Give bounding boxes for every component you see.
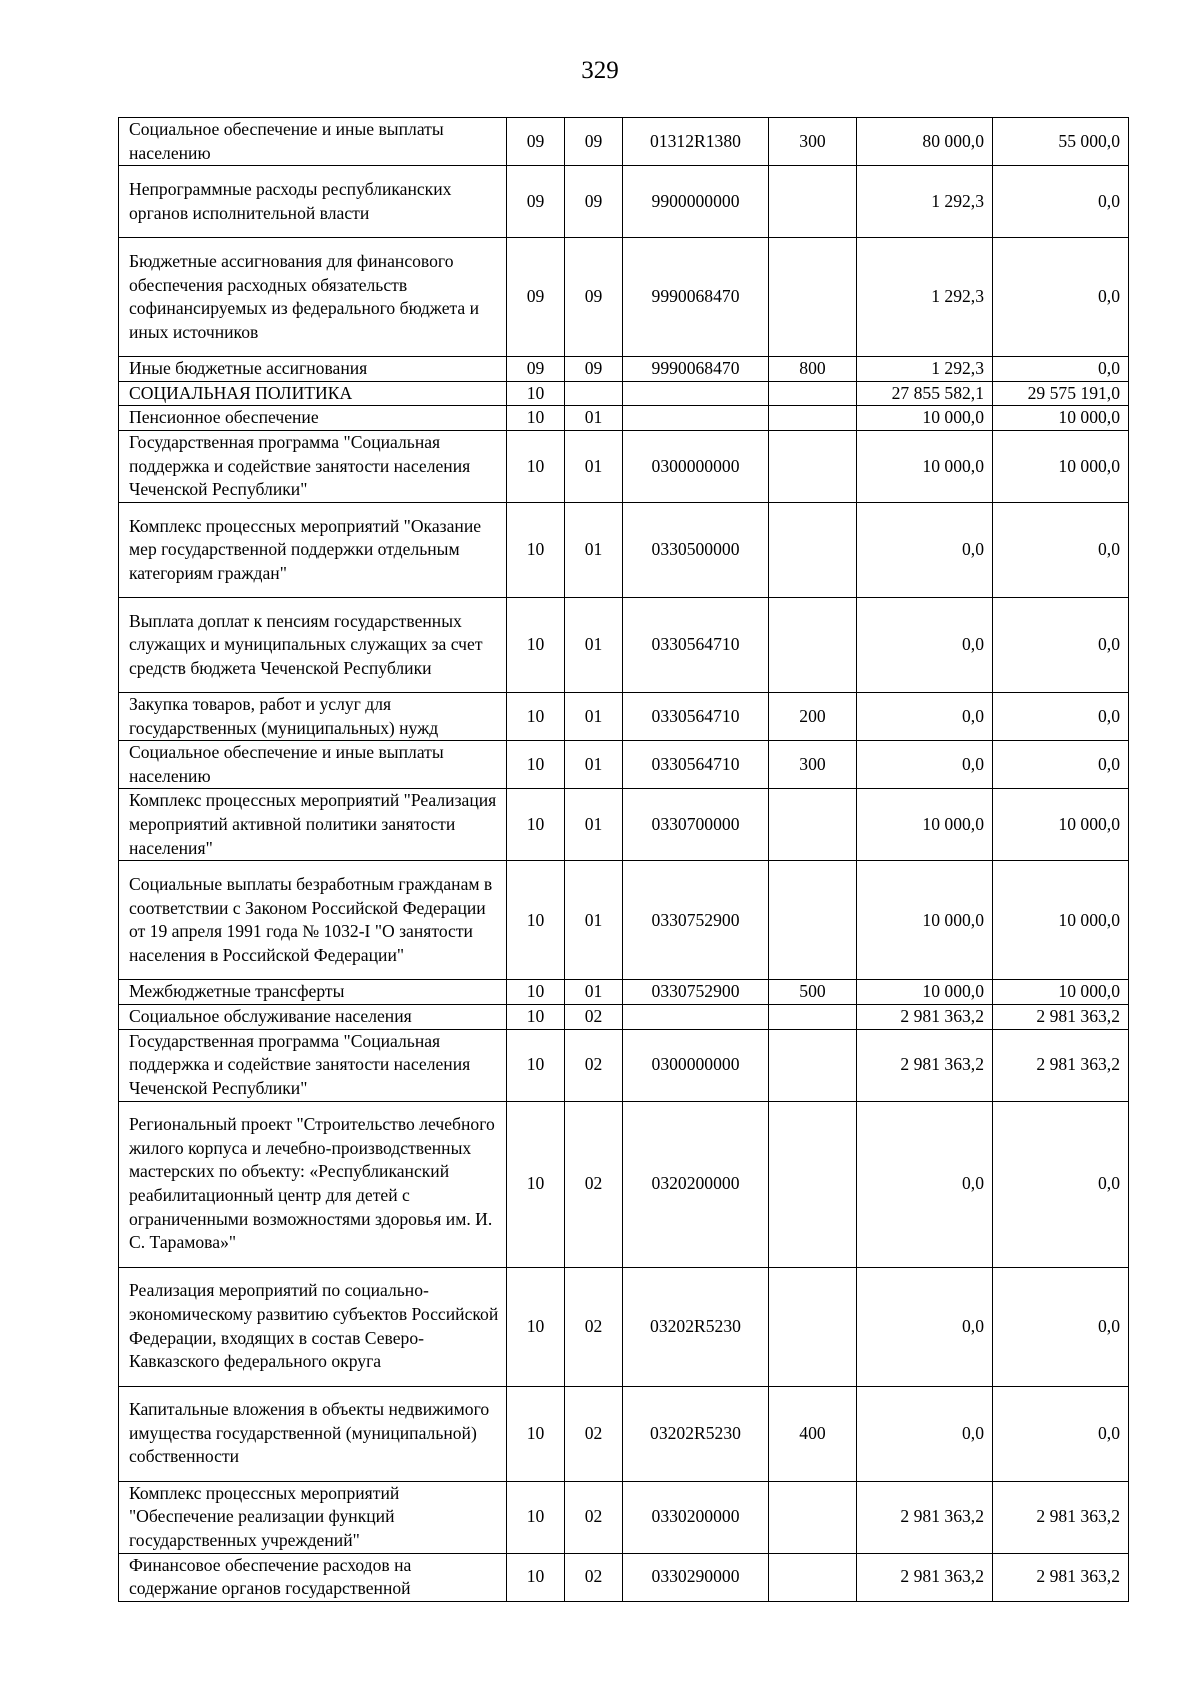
row-amount-year1-cell: 0,0 xyxy=(857,1386,993,1481)
row-section-cell: 10 xyxy=(507,597,565,692)
row-amount-year1-cell: 2 981 363,2 xyxy=(857,1553,993,1601)
row-amount-year2-cell: 0,0 xyxy=(993,741,1129,789)
row-amount-year2-cell: 2 981 363,2 xyxy=(993,1553,1129,1601)
budget-table xyxy=(118,117,1129,1602)
row-amount-year1-cell: 1 292,3 xyxy=(857,357,993,382)
row-section-cell: 09 xyxy=(507,118,565,166)
row-subsection-cell: 01 xyxy=(565,980,623,1005)
row-subsection-cell: 01 xyxy=(565,741,623,789)
row-subsection-cell: 01 xyxy=(565,861,623,980)
row-name-cell: Непрограммные расходы республиканских органов исполнительной власти xyxy=(119,166,507,238)
row-subsection-cell: 02 xyxy=(565,1386,623,1481)
row-amount-year2-cell: 55 000,0 xyxy=(993,118,1129,166)
row-section-cell: 09 xyxy=(507,238,565,357)
row-expense-type-cell xyxy=(769,502,857,597)
row-target-article-cell xyxy=(623,381,769,406)
row-amount-year2-cell: 0,0 xyxy=(993,1386,1129,1481)
row-amount-year2-cell: 10 000,0 xyxy=(993,861,1129,980)
table-row xyxy=(119,789,1129,861)
row-expense-type-cell xyxy=(769,1553,857,1601)
row-target-article-cell: 0330564710 xyxy=(623,741,769,789)
row-amount-year2-cell: 10 000,0 xyxy=(993,789,1129,861)
row-expense-type-cell xyxy=(769,430,857,502)
row-amount-year1-cell: 0,0 xyxy=(857,1267,993,1386)
row-target-article-cell: 0330564710 xyxy=(623,692,769,740)
row-expense-type-cell xyxy=(769,238,857,357)
row-subsection-cell: 02 xyxy=(565,1029,623,1101)
row-name-cell: Выплата доплат к пенсиям государственных служащих и муниципальных служащих за счет средств бюджета Чеченской Республики xyxy=(119,597,507,692)
row-expense-type-cell xyxy=(769,406,857,431)
row-target-article-cell xyxy=(623,1004,769,1029)
row-target-article-cell: 0330290000 xyxy=(623,1553,769,1601)
row-expense-type-cell xyxy=(769,381,857,406)
table-row xyxy=(119,1481,1129,1553)
row-expense-type-cell xyxy=(769,1481,857,1553)
row-expense-type-cell: 400 xyxy=(769,1386,857,1481)
row-subsection-cell: 01 xyxy=(565,789,623,861)
row-expense-type-cell xyxy=(769,1267,857,1386)
table-row xyxy=(119,1553,1129,1601)
row-amount-year1-cell: 0,0 xyxy=(857,741,993,789)
row-target-article-cell: 0300000000 xyxy=(623,430,769,502)
row-amount-year1-cell: 10 000,0 xyxy=(857,861,993,980)
table-row xyxy=(119,502,1129,597)
row-target-article-cell: 0330700000 xyxy=(623,789,769,861)
table-row xyxy=(119,357,1129,382)
table-row xyxy=(119,861,1129,980)
row-amount-year2-cell: 0,0 xyxy=(993,1267,1129,1386)
row-target-article-cell: 9990068470 xyxy=(623,357,769,382)
row-amount-year1-cell: 2 981 363,2 xyxy=(857,1481,993,1553)
row-name-cell: Региональный проект "Строительство лечебного жилого корпуса и лечебно-производственных мастерских по объекту: «Республиканский реабилитационный центр для детей с ограниченными возможностями здоровья им. И. С. Тарамова»" xyxy=(119,1101,507,1267)
row-amount-year2-cell: 0,0 xyxy=(993,166,1129,238)
row-amount-year1-cell: 80 000,0 xyxy=(857,118,993,166)
row-amount-year2-cell: 10 000,0 xyxy=(993,980,1129,1005)
row-section-cell: 10 xyxy=(507,1481,565,1553)
row-amount-year1-cell: 0,0 xyxy=(857,692,993,740)
row-section-cell: 09 xyxy=(507,357,565,382)
row-amount-year2-cell: 10 000,0 xyxy=(993,406,1129,431)
row-expense-type-cell: 500 xyxy=(769,980,857,1005)
row-expense-type-cell xyxy=(769,789,857,861)
row-subsection-cell: 01 xyxy=(565,406,623,431)
row-subsection-cell xyxy=(565,381,623,406)
row-subsection-cell: 01 xyxy=(565,502,623,597)
row-subsection-cell: 02 xyxy=(565,1267,623,1386)
row-target-article-cell: 03202R5230 xyxy=(623,1267,769,1386)
row-name-cell: Иные бюджетные ассигнования xyxy=(119,357,507,382)
row-name-cell: Комплекс процессных мероприятий "Реализация мероприятий активной политики занятости населения" xyxy=(119,789,507,861)
row-section-cell: 10 xyxy=(507,861,565,980)
table-row xyxy=(119,118,1129,166)
table-row xyxy=(119,1004,1129,1029)
row-amount-year2-cell: 10 000,0 xyxy=(993,430,1129,502)
row-amount-year2-cell: 29 575 191,0 xyxy=(993,381,1129,406)
row-name-cell: Межбюджетные трансферты xyxy=(119,980,507,1005)
row-expense-type-cell: 800 xyxy=(769,357,857,382)
table-row xyxy=(119,692,1129,740)
row-amount-year1-cell: 1 292,3 xyxy=(857,166,993,238)
row-amount-year1-cell: 0,0 xyxy=(857,502,993,597)
row-amount-year1-cell: 10 000,0 xyxy=(857,789,993,861)
table-row xyxy=(119,1101,1129,1267)
table-row xyxy=(119,166,1129,238)
row-target-article-cell: 0300000000 xyxy=(623,1029,769,1101)
row-subsection-cell: 02 xyxy=(565,1553,623,1601)
row-name-cell: Государственная программа "Социальная поддержка и содействие занятости населения Чеченской Республики" xyxy=(119,430,507,502)
row-expense-type-cell xyxy=(769,597,857,692)
row-target-article-cell: 0320200000 xyxy=(623,1101,769,1267)
row-name-cell: Социальное обеспечение и иные выплаты населению xyxy=(119,741,507,789)
table-row xyxy=(119,980,1129,1005)
row-target-article-cell: 9990068470 xyxy=(623,238,769,357)
row-amount-year1-cell: 0,0 xyxy=(857,597,993,692)
row-name-cell: Комплекс процессных мероприятий "Обеспечение реализации функций государственных учреждений" xyxy=(119,1481,507,1553)
row-subsection-cell: 09 xyxy=(565,357,623,382)
row-amount-year1-cell: 0,0 xyxy=(857,1101,993,1267)
table-row xyxy=(119,1029,1129,1101)
table-row xyxy=(119,238,1129,357)
row-amount-year1-cell: 2 981 363,2 xyxy=(857,1004,993,1029)
row-expense-type-cell xyxy=(769,1029,857,1101)
row-name-cell: Государственная программа "Социальная поддержка и содействие занятости населения Чеченской Республики" xyxy=(119,1029,507,1101)
row-amount-year1-cell: 10 000,0 xyxy=(857,980,993,1005)
table-row xyxy=(119,1267,1129,1386)
row-name-cell: Пенсионное обеспечение xyxy=(119,406,507,431)
row-amount-year2-cell: 0,0 xyxy=(993,692,1129,740)
row-target-article-cell: 0330500000 xyxy=(623,502,769,597)
row-section-cell: 10 xyxy=(507,980,565,1005)
row-amount-year2-cell: 0,0 xyxy=(993,502,1129,597)
row-amount-year2-cell: 2 981 363,2 xyxy=(993,1029,1129,1101)
row-target-article-cell: 0330752900 xyxy=(623,861,769,980)
row-name-cell: Комплекс процессных мероприятий "Оказание мер государственной поддержки отдельным категориям граждан" xyxy=(119,502,507,597)
row-target-article-cell: 0330752900 xyxy=(623,980,769,1005)
row-section-cell: 10 xyxy=(507,406,565,431)
row-expense-type-cell xyxy=(769,1101,857,1267)
page-number: 329 xyxy=(581,57,619,84)
row-target-article-cell: 0330200000 xyxy=(623,1481,769,1553)
row-amount-year1-cell: 10 000,0 xyxy=(857,406,993,431)
row-name-cell: СОЦИАЛЬНАЯ ПОЛИТИКА xyxy=(119,381,507,406)
row-section-cell: 10 xyxy=(507,692,565,740)
row-amount-year1-cell: 27 855 582,1 xyxy=(857,381,993,406)
row-expense-type-cell xyxy=(769,1004,857,1029)
table-row xyxy=(119,430,1129,502)
row-subsection-cell: 02 xyxy=(565,1481,623,1553)
row-amount-year2-cell: 0,0 xyxy=(993,1101,1129,1267)
row-subsection-cell: 09 xyxy=(565,166,623,238)
row-section-cell: 10 xyxy=(507,502,565,597)
row-section-cell: 10 xyxy=(507,430,565,502)
row-name-cell: Социальное обеспечение и иные выплаты населению xyxy=(119,118,507,166)
row-name-cell: Закупка товаров, работ и услуг для государственных (муниципальных) нужд xyxy=(119,692,507,740)
row-target-article-cell: 9900000000 xyxy=(623,166,769,238)
row-subsection-cell: 02 xyxy=(565,1004,623,1029)
row-target-article-cell: 03202R5230 xyxy=(623,1386,769,1481)
row-section-cell: 10 xyxy=(507,1267,565,1386)
row-section-cell: 10 xyxy=(507,1101,565,1267)
row-section-cell: 10 xyxy=(507,741,565,789)
row-expense-type-cell: 200 xyxy=(769,692,857,740)
row-subsection-cell: 01 xyxy=(565,597,623,692)
table-row xyxy=(119,406,1129,431)
row-subsection-cell: 01 xyxy=(565,430,623,502)
row-name-cell: Социальное обслуживание населения xyxy=(119,1004,507,1029)
row-target-article-cell: 01312R1380 xyxy=(623,118,769,166)
row-amount-year2-cell: 0,0 xyxy=(993,357,1129,382)
row-target-article-cell: 0330564710 xyxy=(623,597,769,692)
row-expense-type-cell: 300 xyxy=(769,118,857,166)
row-section-cell: 10 xyxy=(507,1386,565,1481)
row-section-cell: 10 xyxy=(507,1029,565,1101)
row-name-cell: Реализация мероприятий по социально-экономическому развитию субъектов Российской Федерации, входящих в состав Северо-Кавказского федерального округа xyxy=(119,1267,507,1386)
row-amount-year2-cell: 0,0 xyxy=(993,597,1129,692)
row-subsection-cell: 02 xyxy=(565,1101,623,1267)
table-row xyxy=(119,381,1129,406)
row-name-cell: Капитальные вложения в объекты недвижимого имущества государственной (муниципальной) собственности xyxy=(119,1386,507,1481)
row-section-cell: 10 xyxy=(507,1553,565,1601)
row-amount-year2-cell: 2 981 363,2 xyxy=(993,1481,1129,1553)
row-expense-type-cell xyxy=(769,166,857,238)
table-row xyxy=(119,1386,1129,1481)
row-target-article-cell xyxy=(623,406,769,431)
row-section-cell: 10 xyxy=(507,789,565,861)
row-name-cell: Бюджетные ассигнования для финансового обеспечения расходных обязательств софинансируемых из федерального бюджета и иных источников xyxy=(119,238,507,357)
row-subsection-cell: 01 xyxy=(565,692,623,740)
row-amount-year1-cell: 10 000,0 xyxy=(857,430,993,502)
row-amount-year2-cell: 2 981 363,2 xyxy=(993,1004,1129,1029)
row-subsection-cell: 09 xyxy=(565,118,623,166)
row-name-cell: Финансовое обеспечение расходов на содержание органов государственной xyxy=(119,1553,507,1601)
row-expense-type-cell xyxy=(769,861,857,980)
row-section-cell: 10 xyxy=(507,381,565,406)
table-row xyxy=(119,741,1129,789)
row-subsection-cell: 09 xyxy=(565,238,623,357)
row-name-cell: Социальные выплаты безработным гражданам в соответствии с Законом Российской Федерации от 19 апреля 1991 года № 1032-I "О занятости населения в Российской Федерации" xyxy=(119,861,507,980)
row-section-cell: 10 xyxy=(507,1004,565,1029)
row-expense-type-cell: 300 xyxy=(769,741,857,789)
row-amount-year1-cell: 1 292,3 xyxy=(857,238,993,357)
row-section-cell: 09 xyxy=(507,166,565,238)
row-amount-year1-cell: 2 981 363,2 xyxy=(857,1029,993,1101)
table-row xyxy=(119,597,1129,692)
row-amount-year2-cell: 0,0 xyxy=(993,238,1129,357)
